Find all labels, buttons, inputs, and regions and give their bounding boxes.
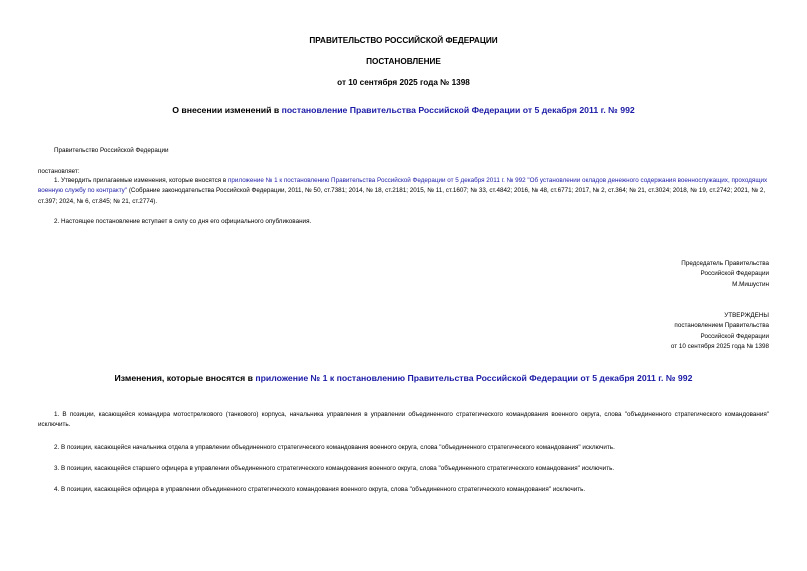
item-1-prefix: 1. Утвердить прилагаемые изменения, которые вносятся в xyxy=(54,177,229,184)
approved-line-2: постановлением Правительства xyxy=(674,322,769,330)
changes-title-prefix: Изменения, которые вносятся в xyxy=(114,373,256,383)
item-1-link[interactable]: приложение № 1 к постановлению Правительства Российской Федерации от 5 декабря 2011 г. № 992 "Об установлении окладов денежного содержания военнослужащих, проходящих военную службу по контракту" xyxy=(38,177,768,195)
document-title-link[interactable]: постановление Правительства Российской Федерации от 5 декабря 2011 г. № 992 xyxy=(281,105,635,115)
change-item: 4. В позиции, касающейся офицера в управлении объединенного стратегического командования военного округа, слова "объединенного стратегического командования" исключить. xyxy=(54,486,586,493)
document-title xyxy=(0,105,807,115)
approved-block xyxy=(560,311,769,353)
signature-line-2: Российской Федерации xyxy=(700,270,769,278)
approved-line-3: Российской Федерации xyxy=(700,332,769,340)
signature-block xyxy=(560,259,769,290)
changes-title-link[interactable]: приложение № 1 к постановлению Правительства Российской Федерации от 5 декабря 2011 г. № 992 xyxy=(255,373,693,383)
preamble-decides: постановляет: xyxy=(38,168,80,175)
header-doc-type: ПОСТАНОВЛЕНИЕ xyxy=(366,57,441,66)
item-1-suffix: (Собрание законодательства Российской Федерации, 2011, № 50, ст.7381; 2014, № 18, ст.2181; 2015, № 11, ст.1607; № 33, ст.4842; 2016, № 48, ст.6771; 2017, № 2, ст.364; № 21, ст.3024; 2018, № 19, ст.2742; 2021, № 2, ст.397; 2024, № 6, ст.845; № 21, ст.2774). xyxy=(38,187,766,205)
document-title-prefix: О внесении изменений в xyxy=(172,105,282,115)
header-government: ПРАВИТЕЛЬСТВО РОССИЙСКОЙ ФЕДЕРАЦИИ xyxy=(309,36,498,45)
signature-name: М.Мишустин xyxy=(732,280,769,288)
changes-title xyxy=(0,373,807,383)
change-item: 2. В позиции, касающейся начальника отдела в управлении объединенного стратегического командования военного округа, слова "объединенного стратегического командования" исключить. xyxy=(54,444,615,451)
change-item: 3. В позиции, касающейся старшего офицера в управлении объединенного стратегического командования военного округа, слова "объединенного стратегического командования" исключить. xyxy=(54,465,615,472)
approved-line-4: от 10 сентября 2025 года № 1398 xyxy=(670,343,769,351)
item-2: 2. Настоящее постановление вступает в силу со дня его официального опубликования. xyxy=(54,218,312,225)
preamble-issuer: Правительство Российской Федерации xyxy=(54,147,169,154)
signature-line-1: Председатель Правительства xyxy=(681,260,769,267)
change-item: 1. В позиции, касающейся командира мотострелкового (танкового) корпуса, начальника управления в управлении объединенного стратегического командования военного округа, слова "объединенного стратегического командования" исключить. xyxy=(38,411,769,429)
item-1 xyxy=(38,176,769,207)
approved-line-1: УТВЕРЖДЕНЫ xyxy=(724,312,769,319)
header-date-number: от 10 сентября 2025 года № 1398 xyxy=(337,78,470,87)
